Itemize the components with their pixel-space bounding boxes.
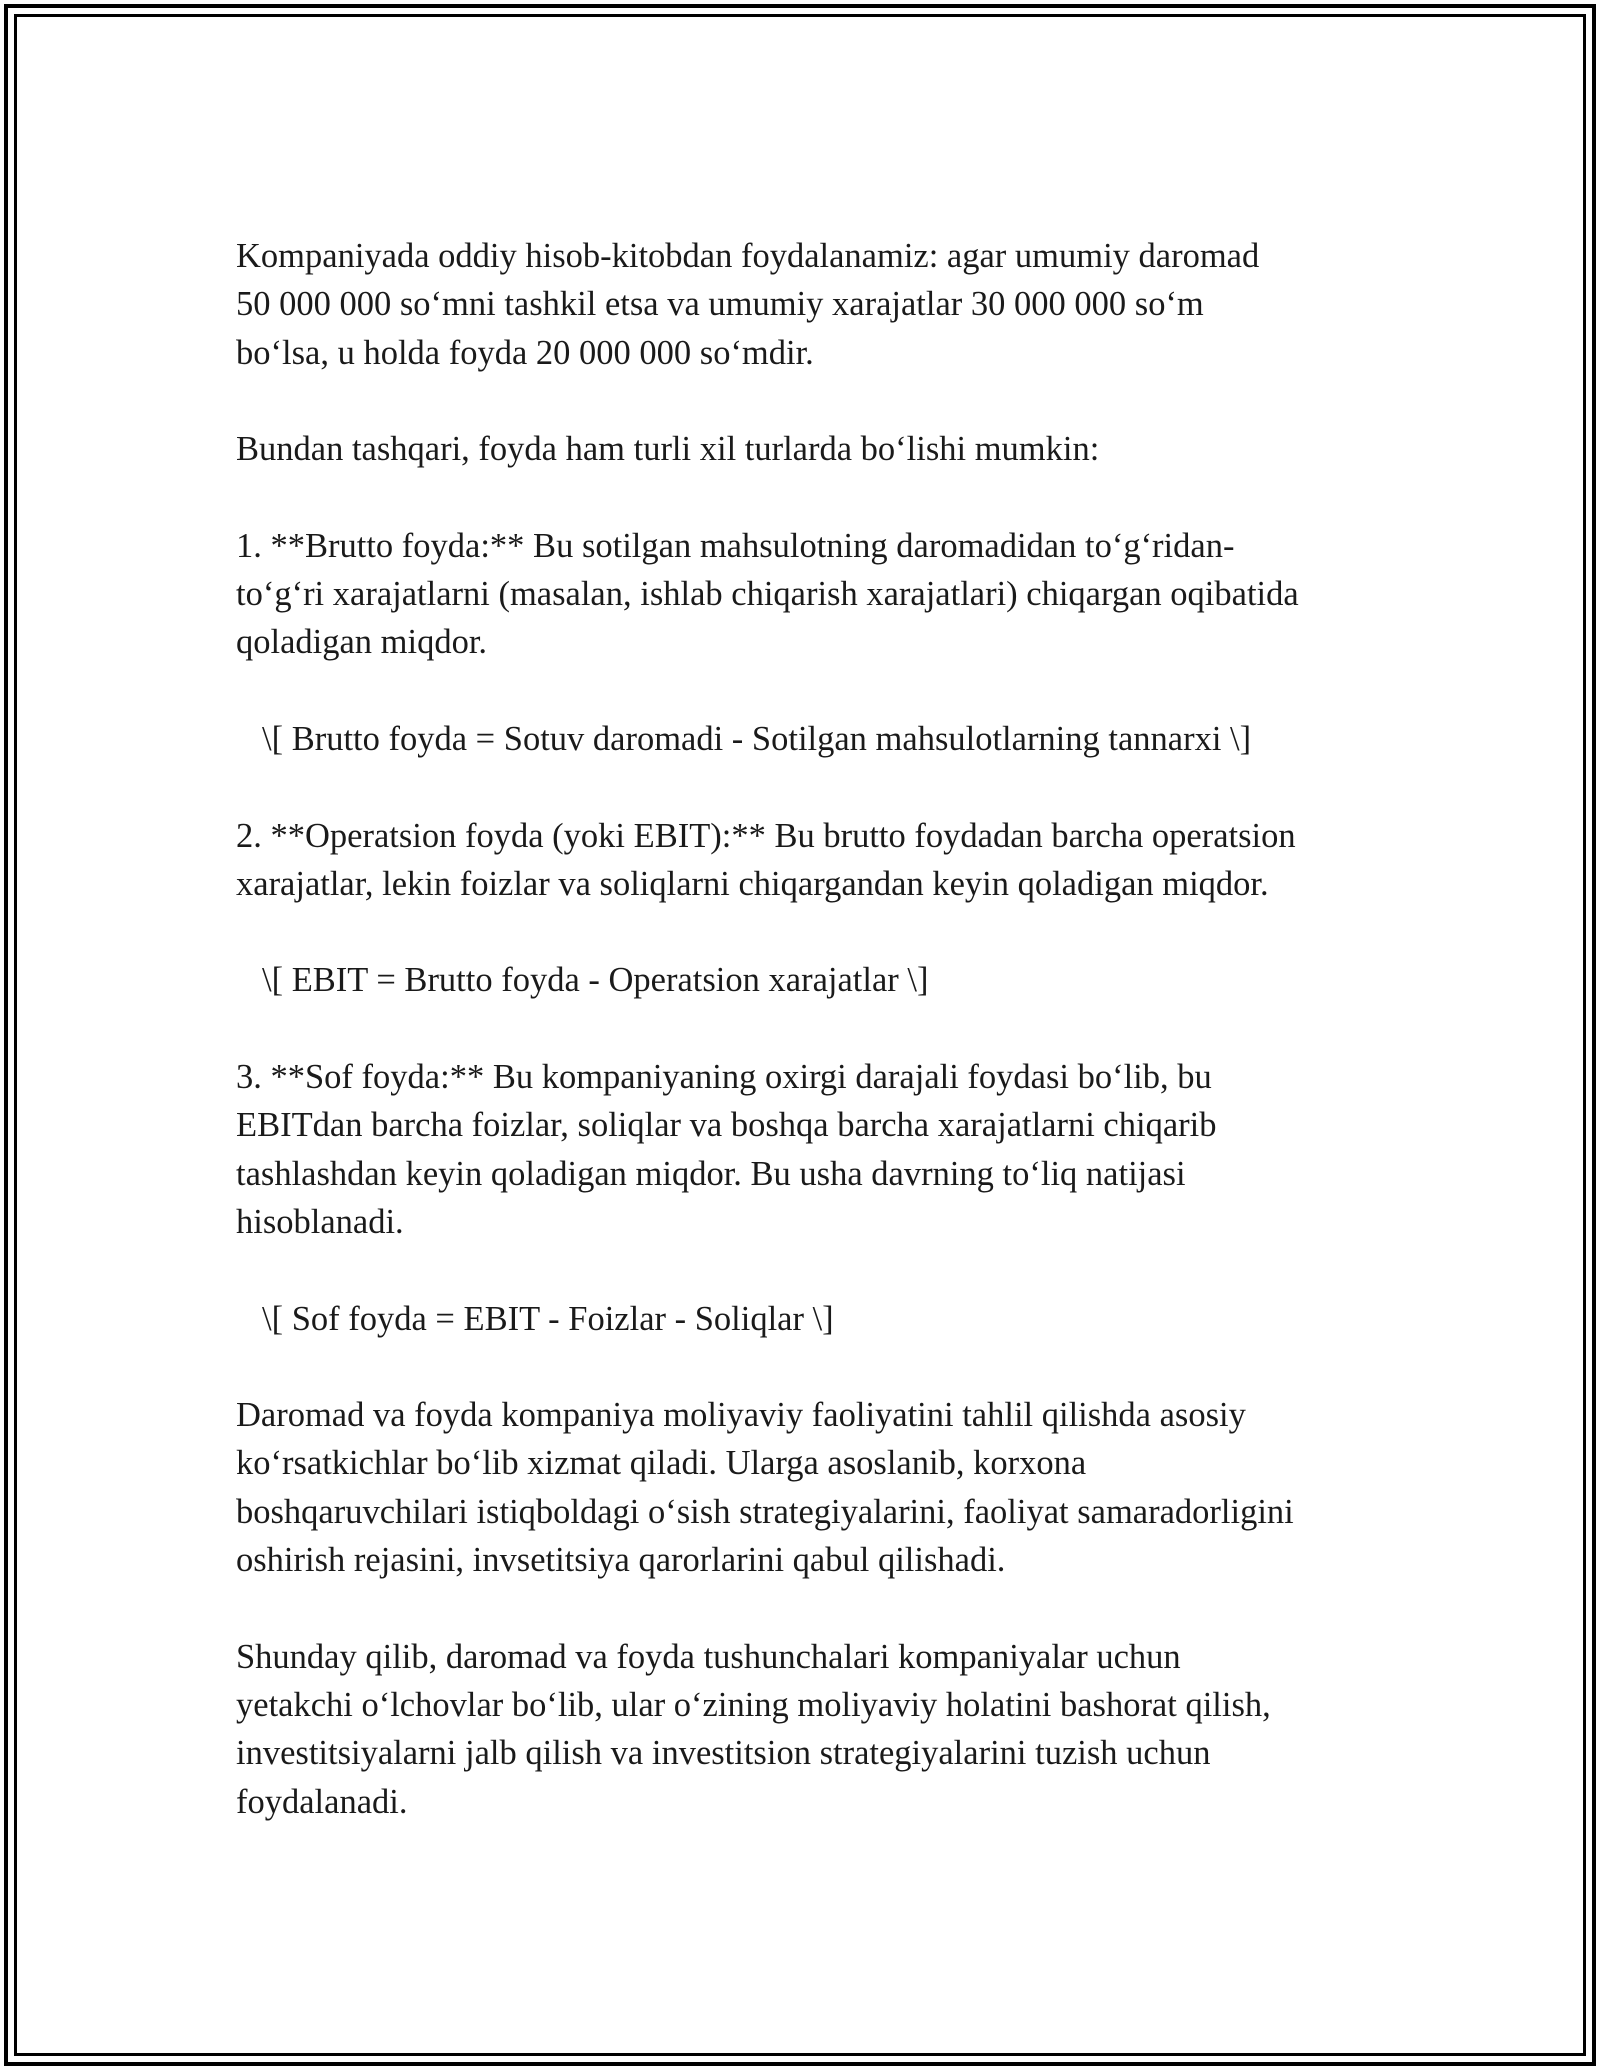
formula-gross-profit: \[ Brutto foyda = Sotuv daromadi - Sotilgan mahsulotlarning tannarxi \] <box>262 719 1252 758</box>
paragraph-profit-types-intro: Bundan tashqari, foyda ham turli xil turlarda bo‘lishi mumkin: <box>236 430 1100 469</box>
formula-ebit: \[ EBIT = Brutto foyda - Operatsion xarajatlar \] <box>262 961 929 1000</box>
paragraph-net-profit: 3. **Sof foyda:** Bu kompaniyaning oxirgi darajali foydasi bo‘lib, bu EBITdan barcha foizlar, soliqlar va boshqa barcha xarajatlarni chiqarib tashlashdan keyin qoladigan miqdor. Bu usha davrning to‘liq natijasi hisoblanadi. <box>236 1058 1217 1241</box>
paragraph-analysis: Daromad va foyda kompaniya moliyaviy faoliyatini tahlil qilishda asosiy ko‘rsatkichlar bo‘lib xizmat qiladi. Ularga asoslanib, korxona boshqaruvchilari istiqboldagi o‘sish strategiyalarini, faoliyat samaradorligini oshirish rejasini, invsetitsiya qarorlarini qabul qilishadi. <box>236 1396 1294 1580</box>
paragraph-conclusion: Shunday qilib, daromad va foyda tushunchalari kompaniyalar uchun yetakchi o‘lchovlar bo‘lib, ular o‘zining moliyaviy holatini bashorat qilish, investitsiyalarni jalb qilish va investitsion strategiyalarini tuzish uchun foydalanadi. <box>236 1637 1271 1821</box>
formula-net-profit: \[ Sof foyda = EBIT - Foizlar - Soliqlar \] <box>262 1299 834 1338</box>
paragraph-intro-example: Kompaniyada oddiy hisob-kitobdan foydalanamiz: agar umumiy daromad 50 000 000 so‘mni tashkil etsa va umumiy xarajatlar 30 000 000 so‘m bo‘lsa, u holda foyda 20 000 000 so‘mdir. <box>236 237 1260 372</box>
paragraph-gross-profit: 1. **Brutto foyda:** Bu sotilgan mahsulotning daromadidan to‘g‘ridan- to‘g‘ri xarajatlarni (masalan, ishlab chiqarish xarajatlari) chiqargan oqibatida qoladigan miqdor. <box>236 526 1299 662</box>
paragraph-operating-profit: 2. **Operatsion foyda (yoki EBIT):** Bu brutto foydadan barcha operatsion xarajatlar, lekin foizlar va soliqlarni chiqargandan keyin qoladigan miqdor. <box>236 816 1296 903</box>
document-body <box>236 232 1396 1826</box>
